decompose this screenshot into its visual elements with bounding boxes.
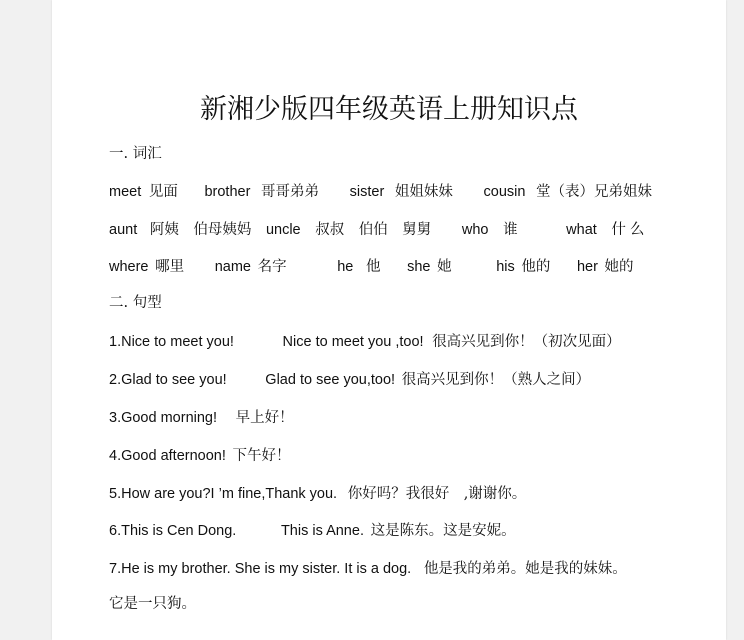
vocab-meaning: 哪里 bbox=[155, 259, 185, 275]
sentence-line bbox=[109, 332, 621, 352]
vocab-meaning: 他的 bbox=[521, 259, 551, 275]
sentence-chinese: 下午好！ bbox=[232, 448, 291, 464]
vocab-meaning: 他 bbox=[365, 259, 381, 275]
vocab-word: she bbox=[407, 259, 431, 275]
vocab-word: where bbox=[109, 259, 149, 275]
vocab-meaning: 名字 bbox=[257, 259, 287, 275]
vocab-meaning: 她的 bbox=[604, 259, 634, 275]
sentence-chinese: 很高兴见到你！（熟人之间） bbox=[401, 372, 591, 388]
sentence-continuation: 它是一只狗。 bbox=[109, 596, 196, 612]
sentence-english: 1.Nice to meet you! bbox=[109, 334, 234, 350]
sentence-chinese: 很高兴见到你！（初次见面） bbox=[432, 334, 621, 350]
vocab-word: brother bbox=[204, 184, 251, 200]
sentence-english: 7.He is my brother. She is my sister. It is a dog. bbox=[109, 561, 412, 577]
vocab-word: meet bbox=[109, 184, 142, 200]
vocab-row bbox=[109, 220, 648, 240]
vocab-meaning: 叔叔 伯伯 舅舅 bbox=[315, 222, 432, 238]
vocab-word: his bbox=[496, 259, 515, 275]
vocab-meaning: 哥哥弟弟 bbox=[261, 184, 320, 200]
sentence-response: Glad to see you,too! bbox=[265, 372, 396, 388]
sentence-english: 3.Good morning! bbox=[109, 410, 218, 426]
vocab-row bbox=[109, 257, 634, 277]
sentence-english: 2.Glad to see you! bbox=[109, 372, 227, 388]
sentence-line bbox=[109, 559, 627, 579]
vocab-word: he bbox=[337, 259, 354, 275]
vocab-meaning: 什么 bbox=[611, 222, 649, 238]
vocab-word: uncle bbox=[265, 222, 301, 238]
vocab-word: aunt bbox=[109, 222, 138, 238]
sentence-chinese: 早上好！ bbox=[235, 410, 294, 426]
vocab-row bbox=[109, 182, 652, 202]
document-title: 新湘少版四年级英语上册知识点 bbox=[200, 94, 578, 125]
vocab-word: name bbox=[214, 259, 251, 275]
sentence-line bbox=[109, 370, 590, 390]
sentence-chinese: 这是陈东。这是安妮。 bbox=[370, 523, 516, 539]
vocab-word: sister bbox=[349, 184, 385, 200]
vocab-word: cousin bbox=[483, 184, 526, 200]
sentence-response: This is Anne. bbox=[280, 523, 364, 539]
sentence-line bbox=[109, 521, 516, 541]
vocab-meaning: 阿姨 伯母姨妈 bbox=[149, 222, 252, 238]
section-heading-vocabulary: 一. 词汇 bbox=[109, 146, 162, 162]
vocab-word: her bbox=[576, 259, 598, 275]
document-page bbox=[52, 0, 726, 640]
sentence-response: Nice to meet you ,too! bbox=[282, 334, 424, 350]
sentence-chinese: 你好吗？我很好 ,谢谢你。 bbox=[347, 486, 527, 502]
section-heading-sentences: 二. 句型 bbox=[109, 295, 162, 311]
sentence-english: 6.This is Cen Dong. bbox=[109, 523, 237, 539]
sentence-chinese: 他是我的弟弟。她是我的妹妹。 bbox=[423, 561, 627, 577]
sentence-line bbox=[109, 484, 526, 504]
sentence-line bbox=[109, 408, 294, 428]
vocab-meaning: 见面 bbox=[148, 184, 178, 200]
vocab-word: who bbox=[461, 222, 489, 238]
sentence-line bbox=[109, 446, 291, 466]
vocab-meaning: 姐姐妹妹 bbox=[394, 184, 453, 200]
sentence-english: 5.How are you?I ’m fine,Thank you. bbox=[109, 486, 338, 502]
vocab-meaning: 谁 bbox=[503, 222, 518, 238]
vocab-meaning: 她 bbox=[437, 259, 452, 275]
sentence-english: 4.Good afternoon! bbox=[109, 448, 226, 464]
vocab-word: what bbox=[566, 222, 597, 238]
vocab-meaning: 堂（表）兄弟姐妹 bbox=[536, 184, 653, 200]
